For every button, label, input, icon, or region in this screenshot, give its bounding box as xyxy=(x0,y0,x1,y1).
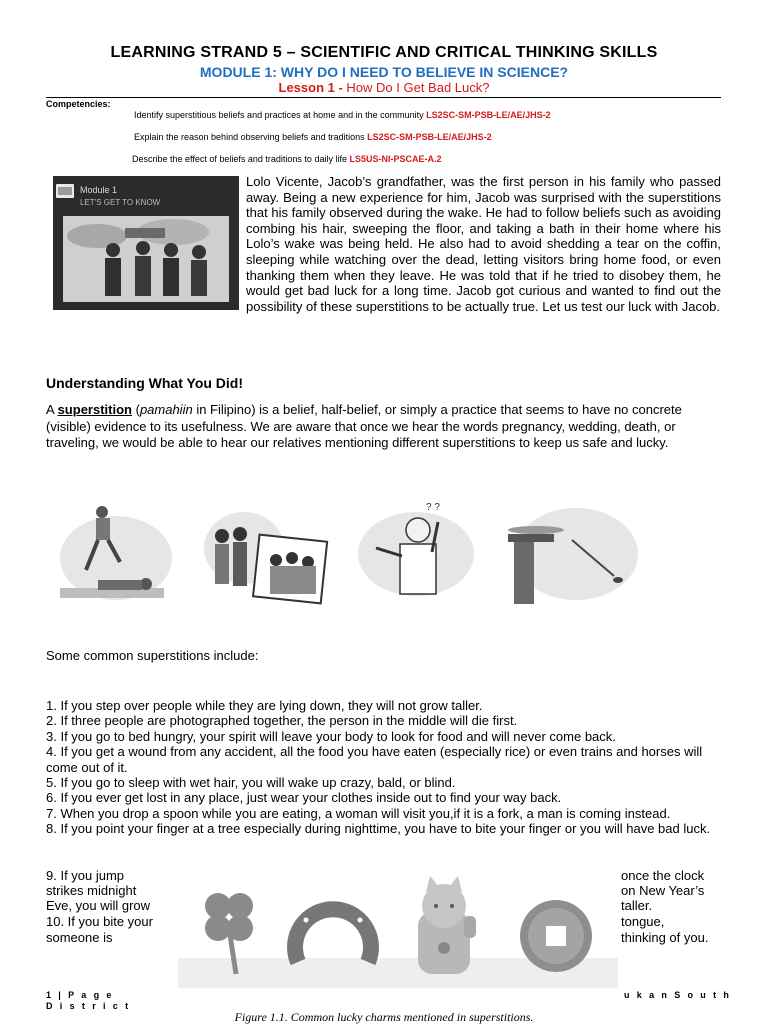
competency-code: LS2SC-SM-PSB-LE/AE/JHS-2 xyxy=(367,132,492,142)
three-people-photo-illustration xyxy=(200,500,330,610)
definition-text: A xyxy=(46,402,58,417)
list-item-9-cont: strikes midnight xyxy=(46,883,137,898)
lucky-charms-figure xyxy=(178,862,618,988)
lucky-charms-illustration xyxy=(178,862,618,988)
competency-code: LS2SC-SM-PSB-LE/AE/JHS-2 xyxy=(426,110,551,120)
list-item: 4. If you get a wound from any accident, all the food you have eaten (especially rice) or even trains and horses will come out of it. xyxy=(46,744,703,775)
module-card-illustration xyxy=(53,176,239,310)
module-card-subtitle: LET'S GET TO KNOW xyxy=(80,198,161,207)
footer-district: D i s t r i c t xyxy=(46,1001,131,1011)
competency-code: LS5US-NI-PSCAE-A.2 xyxy=(349,154,442,164)
list-item: 1. If you step over people while they are lying down, they will not grow taller. xyxy=(46,698,483,713)
section-heading: Understanding What You Did! xyxy=(46,375,244,391)
list-item-10-cont-end: thinking of you. xyxy=(621,930,709,945)
lesson-name: How Do I Get Bad Luck? xyxy=(346,80,490,95)
header-rule xyxy=(46,97,721,98)
coin-icon xyxy=(520,900,592,972)
module-card-image xyxy=(53,176,239,310)
list-item-10-start: 10. If you bite your xyxy=(46,914,153,929)
definition-paragraph xyxy=(46,402,706,452)
list-item: 2. If three people are photographed together, the person in the middle will die first. xyxy=(46,713,518,729)
list-item-9-end: once the clock xyxy=(621,868,705,883)
page-footer-right: u k a n S o u t h xyxy=(624,990,732,1000)
page-number: 1 | P a g e xyxy=(46,990,114,1000)
list-item: 6. If you ever get lost in any place, just wear your clothes inside out to find your way back. xyxy=(46,790,562,806)
list-item-10-cont: someone is xyxy=(46,930,113,945)
definition-text: ( xyxy=(131,402,140,417)
superstition-term: superstition xyxy=(57,402,132,417)
strand-title: LEARNING STRAND 5 – SCIENTIFIC AND CRITICAL THINKING SKILLS xyxy=(110,44,658,61)
superstition-list xyxy=(46,698,721,837)
spoon-drop-illustration xyxy=(496,500,644,610)
competency-item xyxy=(134,132,492,142)
some-common-intro: Some common superstitions include: xyxy=(46,648,259,663)
competency-item xyxy=(132,154,442,164)
list-item: 3. If you go to bed hungry, your spirit will leave your body to look for food and will never come back. xyxy=(46,728,616,744)
list-item: 7. When you drop a spoon while you are eating, a woman will visit you,if it is a fork, a man is coming instead. xyxy=(46,805,671,821)
competency-text: Describe the effect of beliefs and traditions to daily life xyxy=(132,154,347,164)
list-item-9-cont-end: on New Year’s xyxy=(621,883,705,898)
competency-item xyxy=(134,110,551,120)
filipino-term: pamahiin xyxy=(139,402,193,417)
list-item-9-start: 9. If you jump xyxy=(46,868,125,883)
lesson-title xyxy=(0,80,768,95)
list-item: 5. If you go to sleep with wet hair, you will wake up crazy, bald, or blind. xyxy=(46,775,456,791)
svg-text:? ?: ? ? xyxy=(426,502,440,513)
list-item: 8. If you point your finger at a tree especially during nighttime, you have to bite your finger or you will have bad luck. xyxy=(46,821,711,837)
competency-text: Explain the reason behind observing beliefs and traditions xyxy=(134,132,365,142)
intro-text: Lolo Vicente, Jacob’s grandfather, was the first person in his family who passed away. Being a new experience for him, Jacob was surprised with the superstitions that his family observed during the wake. He had to follow beliefs such as avoiding combing his hair, sweeping the floor, and taking a bath in their home where his Lolo’s wake was being held. He also had to avoid shedding a tear on the coffin, sleeping while watching over the dead, letting visitors bring home food, or even thanking them when they leave. He was told that if he tried to disobey them, he would get bad luck for a long time. Jacob got curious and wanted to find out the possibility of these superstitions to be actually true. Let us test our luck with Jacob. xyxy=(246,174,721,314)
step-over-illustration xyxy=(46,500,176,610)
module-card-title: Module 1 xyxy=(80,185,118,195)
page-footer-left xyxy=(46,990,131,1012)
list-item-10-end: tongue, xyxy=(621,914,665,929)
list-item-9-cont2: Eve, you will grow xyxy=(46,898,151,913)
competencies-label: Competencies: xyxy=(46,99,111,109)
competency-text: Identify superstitious beliefs and practices at home and in the community xyxy=(134,110,424,120)
list-item-9-cont2-end: taller. xyxy=(621,898,653,913)
lesson-label: Lesson 1 - xyxy=(278,80,343,95)
definition-text: in Filipino) is a belief, half-belief, or simply a practice that seems to have no concrete (visible) evidence to its usefulness. We are aware that once we hear the words pregnancy, wedding, death, or traveling, we would be able to hear our relatives mentioning different superstitions to keep us safe and lucky. xyxy=(46,402,682,450)
figure-caption: Figure 1.1. Common lucky charms mentioned in superstitions. xyxy=(234,1010,534,1024)
confused-man-illustration xyxy=(346,500,476,610)
module-title: MODULE 1: WHY DO I NEED TO BELIEVE IN SCIENCE? xyxy=(199,64,569,80)
